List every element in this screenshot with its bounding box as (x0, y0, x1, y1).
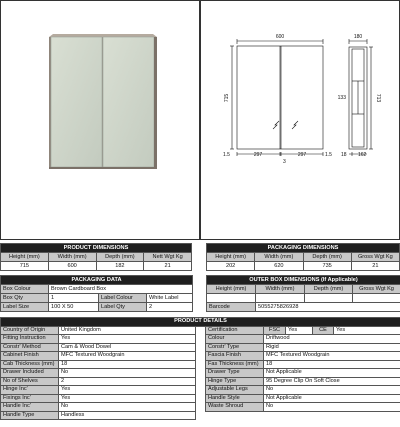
header-cell: Width (mm) (255, 253, 303, 262)
detail-label: Constr' Type (206, 343, 264, 352)
packaging-data-title: PACKAGING DATA (1, 276, 193, 285)
empty-cell (256, 294, 305, 303)
header-cell: Gross Wgt Kg (353, 285, 400, 294)
dim-door-right: 297 (297, 152, 307, 158)
packaging-dimensions-table (206, 243, 400, 271)
dim-side-height: 713 (375, 93, 381, 103)
box-qty-label: Box Qty (1, 294, 49, 303)
detail-value: No (264, 386, 400, 395)
dim-right-margin: 1.5 (325, 152, 332, 158)
detail-label: Waste Shroud (206, 403, 264, 412)
dim-side-back: 18 (341, 152, 347, 158)
product-dimensions-table (0, 243, 192, 271)
value-cell: 21 (351, 262, 399, 271)
header-cell: Depth (mm) (305, 285, 353, 294)
detail-label: Country of Origin (1, 326, 59, 335)
detail-value: No (59, 369, 196, 378)
ce-value: Yes (336, 326, 346, 333)
detail-label: Fas Thickness (mm) (206, 360, 264, 369)
label-size-label: Label Size (1, 303, 49, 312)
empty-cell (353, 294, 400, 303)
cabinet-image (1, 1, 199, 239)
detail-label: Fitting Instruction (1, 335, 59, 344)
value-cell: 600 (48, 262, 96, 271)
detail-label: Hinge Type (206, 377, 264, 386)
technical-drawing (201, 1, 399, 239)
fsc-value: Yes (288, 326, 298, 333)
label-qty-label: Label Qty (99, 303, 147, 312)
dim-front-width: 600 (275, 34, 285, 40)
dim-front-height: 715 (224, 93, 230, 103)
value-cell: 620 (255, 262, 303, 271)
product-dimensions-title: PRODUCT DIMENSIONS (1, 244, 192, 253)
header-cell: Nett Wgt Kg (144, 253, 192, 262)
label-colour-label: Label Colour (99, 294, 147, 303)
technical-drawing-panel (200, 0, 400, 240)
detail-label: Drawer Included (1, 369, 59, 378)
detail-value: Not Applicable (264, 369, 400, 378)
detail-label: No of Shelves (1, 377, 59, 386)
detail-value: Rigid (264, 343, 400, 352)
detail-label: Handle Inc' (1, 403, 59, 412)
header-cell: Height (mm) (1, 253, 49, 262)
header-cell: Height (mm) (207, 253, 255, 262)
detail-value: 18 (264, 360, 400, 369)
certification-value (264, 326, 400, 335)
outer-box-table (206, 275, 400, 312)
header-cell: Width (mm) (256, 285, 305, 294)
detail-value: MFC Textured Woodgrain (264, 352, 400, 361)
detail-label: Fixings Inc' (1, 394, 59, 403)
box-qty-value: 1 (49, 294, 99, 303)
detail-value: No (264, 403, 400, 412)
detail-value: MFC Textured Woodgrain (59, 352, 196, 361)
detail-value: Handless (59, 411, 196, 420)
detail-value: Cam & Wood Dowel (59, 343, 196, 352)
detail-label: Constr' Method (1, 343, 59, 352)
empty-cell (305, 294, 353, 303)
product-image-panel (0, 0, 200, 240)
header-cell: Height (mm) (207, 285, 256, 294)
packaging-data-table (0, 275, 193, 312)
value-cell: 182 (96, 262, 144, 271)
detail-value: 2 (59, 377, 196, 386)
dim-shelf-gap: 133 (337, 95, 346, 101)
value-cell: 735 (303, 262, 351, 271)
dim-left-margin: 1.5 (223, 152, 230, 158)
label-qty-value: 2 (147, 303, 193, 312)
box-colour-value: Brown Cardboard Box (49, 285, 193, 294)
dim-side-inner: 162 (358, 152, 367, 158)
barcode-label: Barcode (207, 302, 256, 311)
detail-label: Cab Thickness (mm) (1, 360, 59, 369)
detail-value: 95 Degree Clip On Soft Close (264, 377, 400, 386)
detail-label: Cabinet Finish (1, 352, 59, 361)
label-colour-value: White Label (147, 294, 193, 303)
certification-label: Certification (206, 326, 264, 335)
dim-side-depth: 180 (353, 34, 363, 40)
detail-label: Adjustable Legs (206, 386, 264, 395)
packaging-dimensions-title: PACKAGING DIMENSIONS (207, 244, 400, 253)
label-size-value: 100 X 50 (49, 303, 99, 312)
detail-value: Driftwood (264, 335, 400, 344)
header-cell: Width (mm) (48, 253, 96, 262)
dim-center-gap: 3 (283, 159, 286, 165)
detail-label: Fascia Finish (206, 352, 264, 361)
detail-value: Yes (59, 335, 196, 344)
empty-cell (207, 294, 256, 303)
header-cell: Depth (mm) (96, 253, 144, 262)
detail-label: Colour (206, 335, 264, 344)
header-cell: Gross Wgt Kg (351, 253, 399, 262)
ce-label: CE (312, 327, 334, 335)
header-cell: Depth (mm) (303, 253, 351, 262)
detail-value: No (59, 403, 196, 412)
detail-value: Not Applicable (264, 394, 400, 403)
detail-label: Hinge Inc' (1, 386, 59, 395)
product-details-title: PRODUCT DETAILS (1, 318, 400, 327)
detail-value: Yes (59, 394, 196, 403)
detail-label: Handle Type (1, 411, 59, 420)
detail-label: Handle Style (206, 394, 264, 403)
detail-label: Drawer Type (206, 369, 264, 378)
dim-door-left: 297 (253, 152, 263, 158)
barcode-value: 5055275826928 (256, 302, 400, 311)
fsc-label: FSC (264, 327, 286, 335)
detail-value: 18 (59, 360, 196, 369)
value-cell: 21 (144, 262, 192, 271)
value-cell: 202 (207, 262, 255, 271)
detail-value: United Kingdom (59, 326, 196, 335)
box-colour-label: Box Colour (1, 285, 49, 294)
outer-box-title: OUTER BOX DIMENSIONS (If Applicable) (207, 276, 400, 285)
product-details-table (0, 317, 400, 420)
value-cell: 715 (1, 262, 49, 271)
detail-value: Yes (59, 386, 196, 395)
